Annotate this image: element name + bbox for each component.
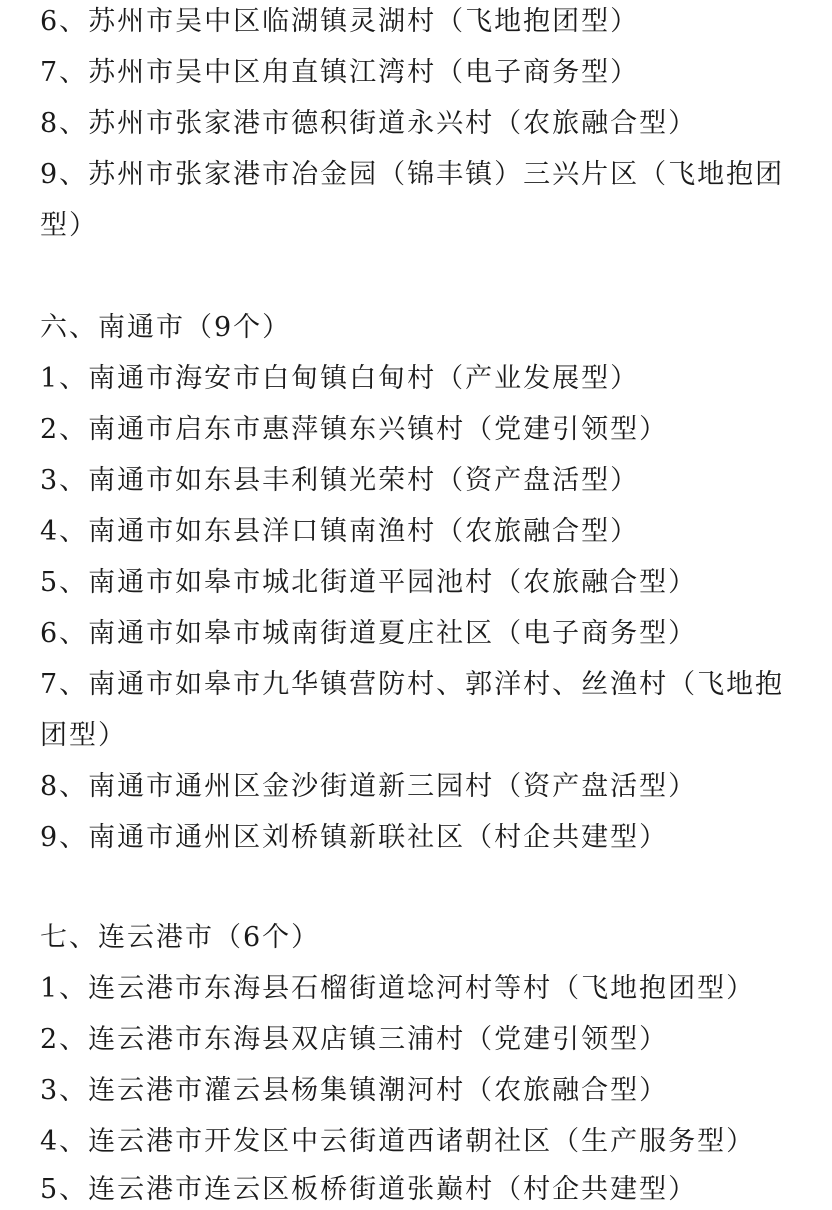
list-item: 6、苏州市吴中区临湖镇灵湖村（飞地抱团型） (40, 6, 640, 37)
list-item: 3、连云港市灌云县杨集镇潮河村（农旅融合型） (40, 1075, 669, 1106)
list-item: 4、连云港市开发区中云街道西诸朝社区（生产服务型） (40, 1126, 756, 1157)
list-item: 7、南通市如皋市九华镇营防村、郭洋村、丝渔村（飞地抱 (40, 669, 785, 700)
list-item: 8、南通市通州区金沙街道新三园村（资产盘活型） (40, 771, 698, 802)
list-item: 9、南通市通州区刘桥镇新联社区（村企共建型） (40, 822, 669, 853)
list-item: 1、南通市海安市白甸镇白甸村（产业发展型） (40, 363, 640, 394)
section-heading: 六、南通市（9个） (40, 312, 292, 343)
list-item: 8、苏州市张家港市德积街道永兴村（农旅融合型） (40, 108, 698, 139)
list-item: 4、南通市如东县洋口镇南渔村（农旅融合型） (40, 516, 640, 547)
list-item-continuation: 型） (40, 210, 98, 241)
list-item: 2、连云港市东海县双店镇三浦村（党建引领型） (40, 1024, 669, 1055)
list-item-continuation: 团型） (40, 720, 127, 751)
list-item: 5、南通市如皋市城北街道平园池村（农旅融合型） (40, 567, 698, 598)
list-item: 2、南通市启东市惠萍镇东兴镇村（党建引领型） (40, 414, 669, 445)
list-item: 7、苏州市吴中区甪直镇江湾村（电子商务型） (40, 57, 640, 88)
list-item: 9、苏州市张家港市冶金园（锦丰镇）三兴片区（飞地抱团 (40, 159, 785, 190)
list-item: 3、南通市如东县丰利镇光荣村（资产盘活型） (40, 465, 640, 496)
list-item: 6、南通市如皋市城南街道夏庄社区（电子商务型） (40, 618, 698, 649)
list-item: 5、连云港市连云区板桥街道张巅村（村企共建型） (40, 1174, 698, 1205)
list-item: 1、连云港市东海县石榴街道埝河村等村（飞地抱团型） (40, 973, 756, 1004)
section-heading: 七、连云港市（6个） (40, 922, 321, 953)
